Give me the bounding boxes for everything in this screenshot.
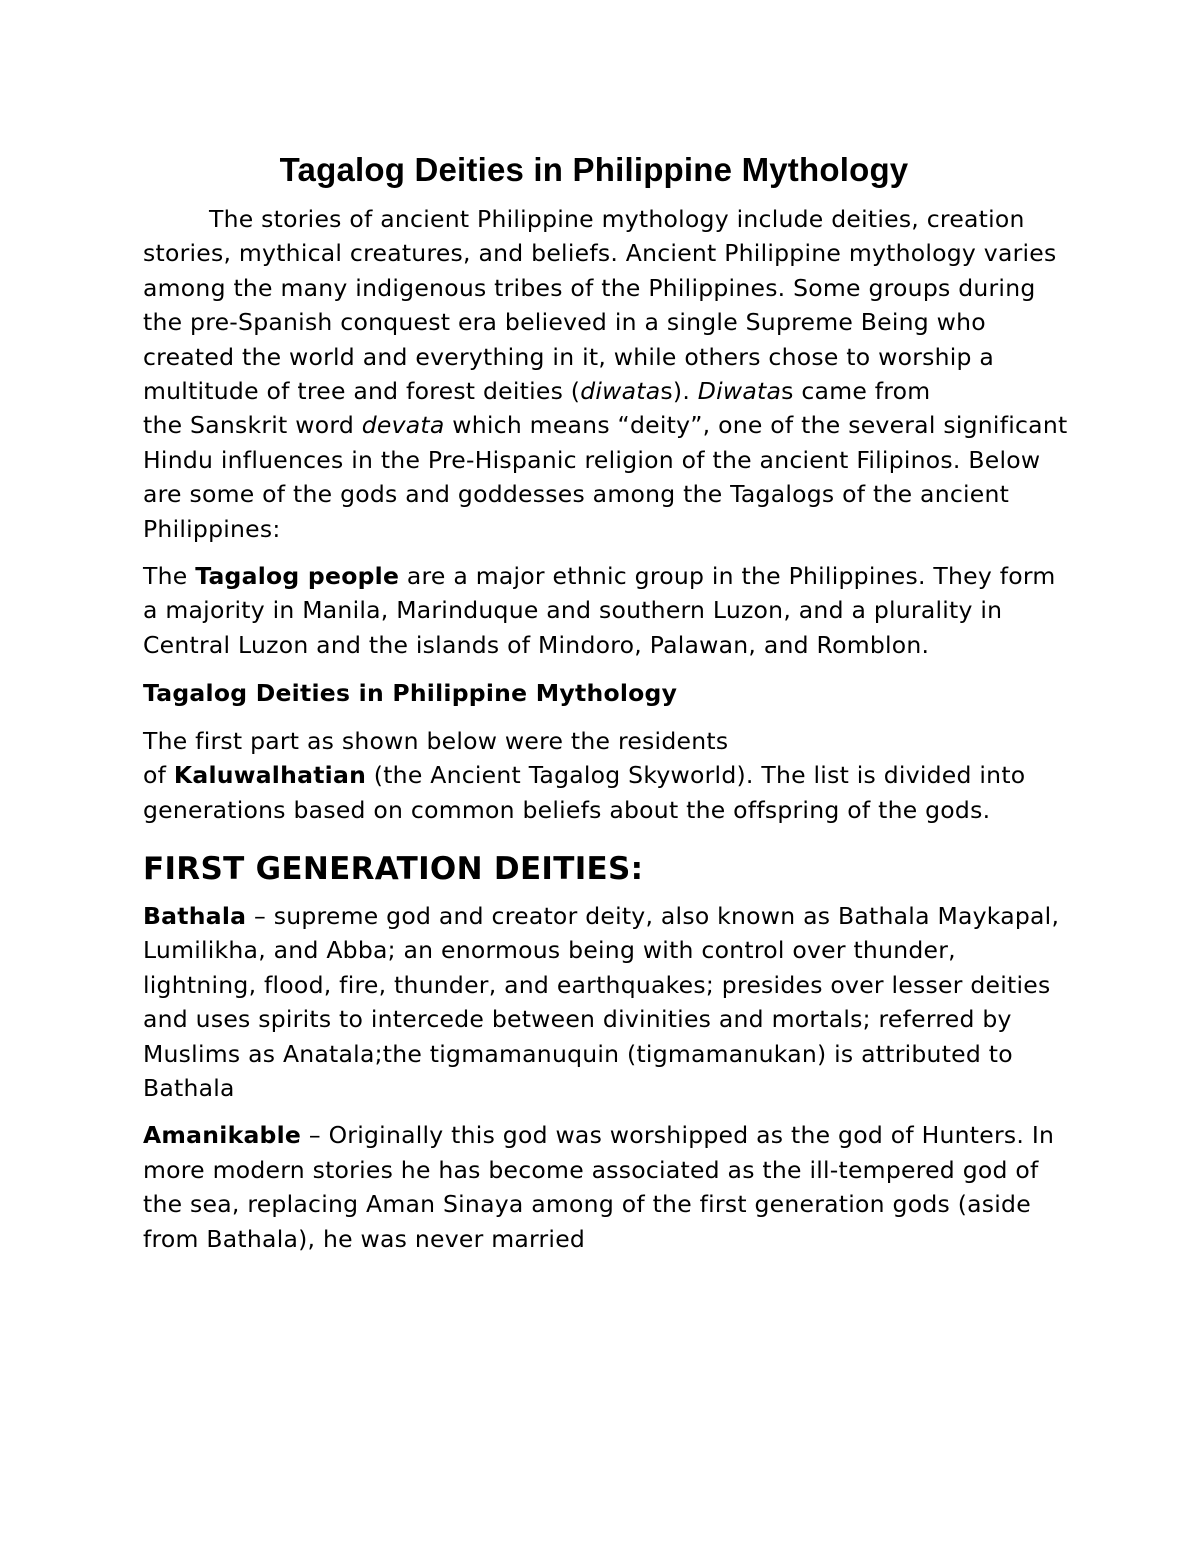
- intro-text-2: s).: [660, 377, 698, 406]
- intro-text-4: the Sanskrit word: [143, 411, 362, 440]
- deity-description: – Originally this god was worshipped as the god of Hunters. In more modern stories he has become associated as the ill-tempered god of the sea, replacing Aman Sinaya among of the first generation gods (aside from Bathala), he was never married: [143, 1121, 1055, 1253]
- intro-text-5: which means “deity”, one of the several significant Hindu influences in the Pre-Hispanic religion of the ancient Filipinos. Below are some of the gods and goddesses among the Tagalogs of the ancient Philippines:: [143, 411, 1068, 543]
- first-part-pre: of: [143, 761, 174, 790]
- deity-entry: [143, 899, 1073, 1105]
- intro-text-1: The stories of ancient Philippine mythology include deities, creation stories, mythical creatures, and beliefs. Ancient Philippine mythology varies among the many indigenous tribes of the Philippines. Some groups during the pre-Spanish conquest era believed in a single Supreme Being who created the world and everything in it, while others chose to worship a multitude of tree and forest deities (: [143, 205, 1057, 406]
- generation-heading: FIRST GENERATION DEITIES:: [143, 850, 644, 887]
- deity-name: Bathala: [143, 901, 247, 930]
- first-part-paragraph: [143, 724, 1073, 827]
- intro-diwata-term-1: diwata: [580, 377, 661, 406]
- deity-description: – supreme god and creator deity, also known as Bathala Maykapal, Lumilikha, and Abba; an enormous being with control over thunder, lightning, flood, fire, thunder, and earthquakes; presides over lesser deities and uses spirits to intercede between divinities and mortals; referred by Muslims as Anatala;the tigmamanuquin (tigmamanukan) is attributed to Bathala: [143, 901, 1060, 1102]
- tagalog-people-paragraph: [143, 559, 1073, 662]
- deity-entry: [143, 1118, 1073, 1256]
- first-part-post: (the Ancient Tagalog Skyworld). The list is divided into generations based on common beliefs about the offspring of the gods.: [143, 761, 1026, 824]
- people-bold-term: Tagalog people: [195, 562, 400, 591]
- document-page: [143, 150, 1073, 1256]
- document-title: Tagalog Deities in Philippine Mythology: [279, 151, 909, 188]
- first-part-line1: The first part as shown below were the residents: [143, 726, 729, 755]
- section-subheading: Tagalog Deities in Philippine Mythology: [143, 679, 678, 708]
- intro-diwata-term-2: Diwata: [697, 377, 782, 406]
- people-text-pre: The: [143, 562, 196, 591]
- intro-text-3: s came from: [781, 377, 931, 406]
- intro-paragraph: [143, 202, 1073, 546]
- kaluwalhatian-term: Kaluwalhatian: [173, 761, 367, 790]
- intro-devata-term: devata: [361, 411, 445, 440]
- people-text-post: are a major ethnic group in the Philippines. They form a majority in Manila, Marinduque and southern Luzon, and a plurality in Central Luzon and the islands of Mindoro, Palawan, and Romblon.: [143, 562, 1056, 659]
- deity-name: Amanikable: [143, 1121, 302, 1150]
